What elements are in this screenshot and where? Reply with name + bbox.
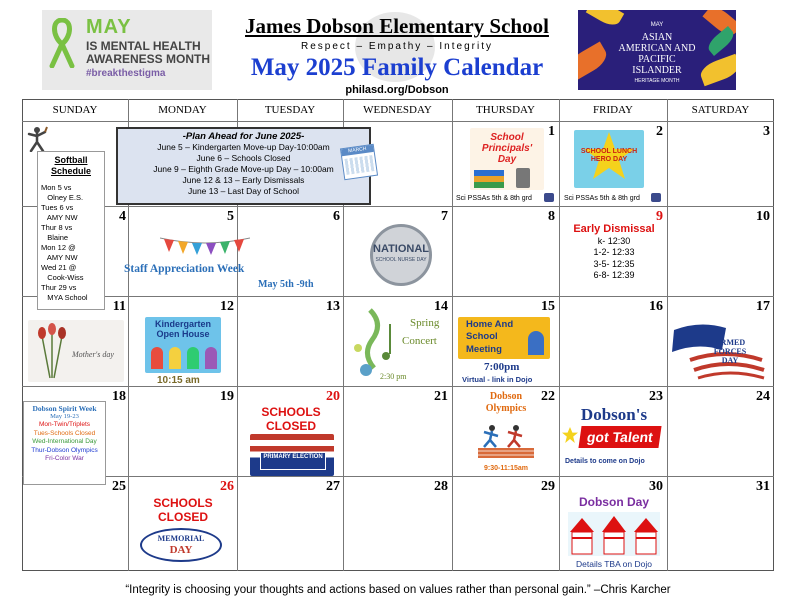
talent-banner: got Talent [578,426,661,448]
softball-line: Mon 12 @ [41,243,76,252]
mothers-day-text: Mother's day [72,350,114,359]
spirit-line: Tues-Schools Closed [33,429,96,437]
day-number: 4 [119,209,126,224]
plan-ahead-title: -Plan Ahead for June 2025- [182,131,305,142]
closed-line2: CLOSED [157,510,208,524]
day-number: 10 [756,209,770,224]
awareness-ribbon-icon [48,18,76,68]
closed-line1: SCHOOLS [153,496,213,510]
hs-note: Virtual - link in Dojo [462,375,533,384]
softball-schedule [37,151,105,310]
mothers-day-graphic [28,320,124,382]
day-header-friday: FRIDAY [593,104,633,116]
runners-icon [478,420,534,460]
softball-line: Blaine [41,233,69,242]
day-number: 2 [656,124,663,139]
closed-line1: SCHOOLS [261,405,321,419]
day-header-sunday: SUNDAY [52,104,98,116]
plan-ahead-line: June 13 – Last Day of School [187,186,300,196]
sci-pssa-friday: Sci PSSAs 5th & 8th grd [564,195,640,202]
heritage-main: ASIAN AMERICAN AND PACIFIC ISLANDER [618,32,696,76]
day-number: 19 [220,389,234,404]
day-number: 18 [112,389,126,404]
school-name: James Dobson Elementary School [245,14,549,38]
concert-line2: Concert [402,335,437,347]
music-notes-icon [350,304,406,380]
spirit-line: Thur-Dobson Olympics [31,446,98,454]
day-number: 26 [220,479,234,494]
day-number: 20 [326,389,340,404]
memorial-line2: DAY [169,544,193,556]
website-link[interactable]: philasd.org/Dobson [345,84,449,96]
day-number: 5 [227,209,234,224]
early-dismissal-title: Early Dismissal [573,223,655,235]
memorial-line1: MEMORIAL [157,534,205,543]
day-number: 27 [326,479,340,494]
grid-col-line [452,99,453,571]
hs-line1: Home And [466,319,514,330]
child-icon [151,347,163,369]
calendar-icon [340,144,378,180]
principals-day-text: School Principals' Day [481,132,533,165]
day-number: 24 [756,389,770,404]
armed-line2: FORCES [713,347,747,356]
olympics-title [468,391,544,415]
olympics-line1: Dobson [489,391,523,402]
staff-week-dates: May 5th -9th [258,279,314,290]
early-dismissal-line: 3-5- 12:35 [593,258,635,269]
grid-row-line [22,386,774,387]
olympics-line2: Olympics [485,403,527,414]
plan-ahead-line: June 12 & 13 – Early Dismissals [182,175,305,185]
day-number: 3 [763,124,770,139]
softball-title: Softball Schedule [50,155,91,176]
kinder-line2: Open House [156,329,210,339]
softball-line: Thur 8 vs [41,223,73,232]
banner-text: THANK YOU [191,238,215,243]
day-number: 17 [756,299,770,314]
softball-player-icon [26,126,48,152]
kinder-time: 10:15 am [157,375,200,386]
nurse-day-badge [370,224,432,286]
softball-line: MYA School [41,293,88,302]
day-number: 31 [756,479,770,494]
tulips-icon [32,322,72,380]
child-icon [187,347,199,369]
early-dismissal-line: k- 12:30 [597,235,631,246]
star-icon [562,427,578,443]
hs-time: 7:00pm [484,361,520,373]
child-icon [169,347,181,369]
early-dismissal-line: 1-2- 12:33 [593,247,635,257]
day-header-wednesday: WEDNESDAY [363,104,432,116]
spirit-line: Fri-Color War [45,455,84,463]
grid-row-line [22,121,774,122]
pencil-cup-icon [516,168,530,188]
day-number: 8 [548,209,555,224]
primary-election-badge [250,434,334,476]
keystone-icon [651,193,661,202]
school-motto: Respect – Empathy – Integrity [301,41,493,52]
softball-line: Tues 6 vs [41,203,74,212]
mental-health-text: IS MENTAL HEALTH AWARENESS MONTH [86,39,211,66]
dobson-day-title: Dobson Day [578,495,649,509]
day-header-thursday: THURSDAY [476,104,535,116]
heritage-sub: HERITAGE MONTH [634,78,680,84]
heritage-small: MAY [650,22,664,28]
closed-line2: CLOSED [265,419,316,433]
hs-line2: School [466,331,498,342]
books-icon [474,170,504,188]
heritage-month-banner [578,10,736,90]
hero-day-graphic [574,130,644,188]
day-number: 15 [541,299,555,314]
kindergarten-graphic [145,317,221,373]
concert-time: 2:30 pm [380,372,407,381]
spirit-dates: May 19-23 [50,413,79,420]
nurse-day-main: NATIONAL [373,243,430,255]
softball-line: AMY NW [41,213,78,222]
keystone-icon [544,193,554,202]
day-number: 22 [541,389,555,404]
staff-week-title: Staff Appreciation Week [124,263,245,275]
plan-ahead-line: June 5 – Kindergarten Move-up Day-10:00am [157,142,330,152]
home-school-graphic [458,317,550,359]
plan-ahead-line: June 9 – Eighth Grade Move-up Day – 10:00am [153,164,334,174]
child-icon [205,347,217,369]
schools-closed-26 [137,496,229,524]
day-number: 6 [333,209,340,224]
softball-line: Thur 29 vs [41,283,77,292]
spirit-week [23,401,106,485]
talent-note: Details to come on Dojo [565,458,645,465]
dobson-day-note: Details TBA on Dojo [576,559,652,569]
talent-title: Dobson's [580,405,648,424]
hero-day-text: SCHOOL LUNCH HERO DAY [580,148,638,163]
early-dismissal [562,224,666,282]
softball-line: AMY NW [41,253,78,262]
principals-day-graphic [470,128,544,190]
armed-line1: ARMED [714,338,746,347]
spirit-line: Mon-Twin/Triplets [38,421,91,429]
people-icon [528,331,544,355]
day-number: 14 [434,299,448,314]
armed-line3: DAY [721,356,739,365]
day-number: 21 [434,389,448,404]
day-number: 11 [112,299,126,314]
mental-health-hashtag: #breakthestigma [86,68,166,79]
early-dismissal-line: 6-8- 12:39 [593,270,635,280]
election-text: PRIMARY ELECTION [260,452,326,470]
carnival-graphic [568,512,660,556]
day-number: 25 [112,479,126,494]
day-number: 28 [434,479,448,494]
grid-col-line [559,99,560,571]
carnival-tents-icon [568,512,660,556]
nurse-day-sub: SCHOOL NURSE DAY [375,257,427,263]
olympics-time: 9:30-11:15am [484,465,528,472]
day-number: 23 [649,389,663,404]
softball-line: Mon 5 vs [41,183,72,192]
day-header-tuesday: TUESDAY [264,104,316,116]
mental-health-month: MAY [86,16,132,38]
softball-line: Cook-Wiss [41,273,84,282]
grid-row-line [22,296,774,297]
day-number: 30 [649,479,663,494]
calendar-icon-month: MARCH [341,145,374,156]
page-title: May 2025 Family Calendar [250,54,544,81]
schools-closed-20 [246,405,336,433]
day-number: 13 [326,299,340,314]
grid-row-line [22,206,774,207]
day-number: 9 [656,209,663,224]
plan-ahead-box [116,127,371,205]
day-number: 1 [548,124,555,139]
softball-line: Olney E.S. [41,193,84,202]
memorial-day-badge [140,528,222,562]
spirit-title: Dobson Spirit Week [32,404,97,413]
grid-row-line [22,476,774,477]
softball-line: Wed 21 @ [41,263,77,272]
day-number: 7 [441,209,448,224]
concert-line1: Spring [410,317,440,329]
plan-ahead-line: June 6 – Schools Closed [196,153,291,163]
sci-pssa-thursday: Sci PSSAs 5th & 8th grd [456,195,532,202]
armed-forces-graphic [670,320,768,382]
day-number: 16 [649,299,663,314]
footer-quote: “Integrity is choosing your thoughts and actions based on values rather than personal gain.” –Chris Karcher [125,584,671,596]
mental-health-banner [42,10,212,90]
spirit-line: Wed-International Day [32,438,97,446]
day-number: 12 [220,299,234,314]
grid-col-line [667,99,668,571]
kinder-line1: Kindergarten [154,319,211,329]
day-header-saturday: SATURDAY [691,104,750,116]
day-header-monday: MONDAY [158,104,207,116]
hs-line3: Meeting [466,344,502,355]
day-number: 29 [541,479,555,494]
